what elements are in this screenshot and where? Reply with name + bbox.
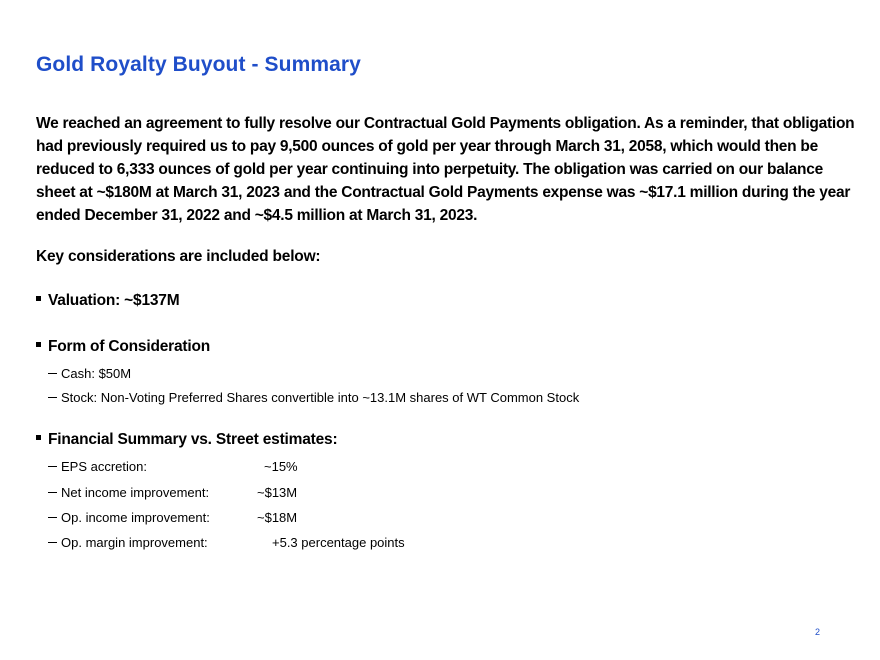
page-title: Gold Royalty Buyout - Summary — [36, 53, 361, 76]
dash-icon — [48, 517, 57, 518]
key-considerations-heading: Key considerations are included below: — [36, 248, 321, 265]
financial-row-net-income — [48, 485, 468, 500]
financial-row-value: ~$18M — [257, 510, 298, 525]
financial-row-value: ~$13M — [257, 485, 298, 500]
page-number: 2 — [815, 627, 821, 637]
consideration-label: Form of Consideration — [48, 338, 210, 355]
list-item-stock — [48, 390, 579, 405]
bullet-square-icon — [36, 296, 41, 301]
dash-icon — [48, 397, 57, 398]
financial-row-value: +5.3 percentage points — [272, 535, 405, 550]
list-item-cash — [48, 366, 131, 381]
bullet-square-icon — [36, 435, 41, 440]
financial-row-label: Op. margin improvement: — [61, 535, 208, 550]
dash-icon — [48, 466, 57, 467]
intro-paragraph: We reached an agreement to fully resolve our Contractual Gold Payments obligation. As a reminder, that obligation had previously required us to pay 9,500 ounces of gold per year through March 31, 2058, which would then be reduced to 6,333 ounces of gold per year continuing into perpetuity. The obligation was carried on our balance sheet at ~$180M at March 31, 2023 and the Contractual Gold Payments expense was ~$17.1 million during the year ended December 31, 2022 and ~$4.5 million at March 31, 2023. — [36, 115, 855, 224]
consideration-item: Stock: Non-Voting Preferred Shares convertible into ~13.1M shares of WT Common Stock — [61, 390, 580, 405]
financial-row-op-margin — [48, 535, 468, 550]
financial-row-label: Net income improvement: — [61, 485, 210, 500]
consideration-item: Cash: $50M — [61, 366, 132, 381]
bullet-financial-summary — [36, 431, 337, 449]
financial-row-label: Op. income improvement: — [61, 510, 210, 525]
dash-icon — [48, 542, 57, 543]
bullet-form-of-consideration — [36, 338, 210, 356]
dash-icon — [48, 373, 57, 374]
bullet-square-icon — [36, 342, 41, 347]
financial-row-label: EPS accretion: — [61, 459, 147, 474]
financial-label: Financial Summary vs. Street estimates: — [48, 431, 338, 448]
valuation-label: Valuation: ~$137M — [48, 292, 180, 309]
financial-row-eps — [48, 459, 468, 474]
financial-row-op-income — [48, 510, 468, 525]
financial-row-value: ~15% — [264, 459, 298, 474]
bullet-valuation — [36, 292, 179, 310]
dash-icon — [48, 492, 57, 493]
